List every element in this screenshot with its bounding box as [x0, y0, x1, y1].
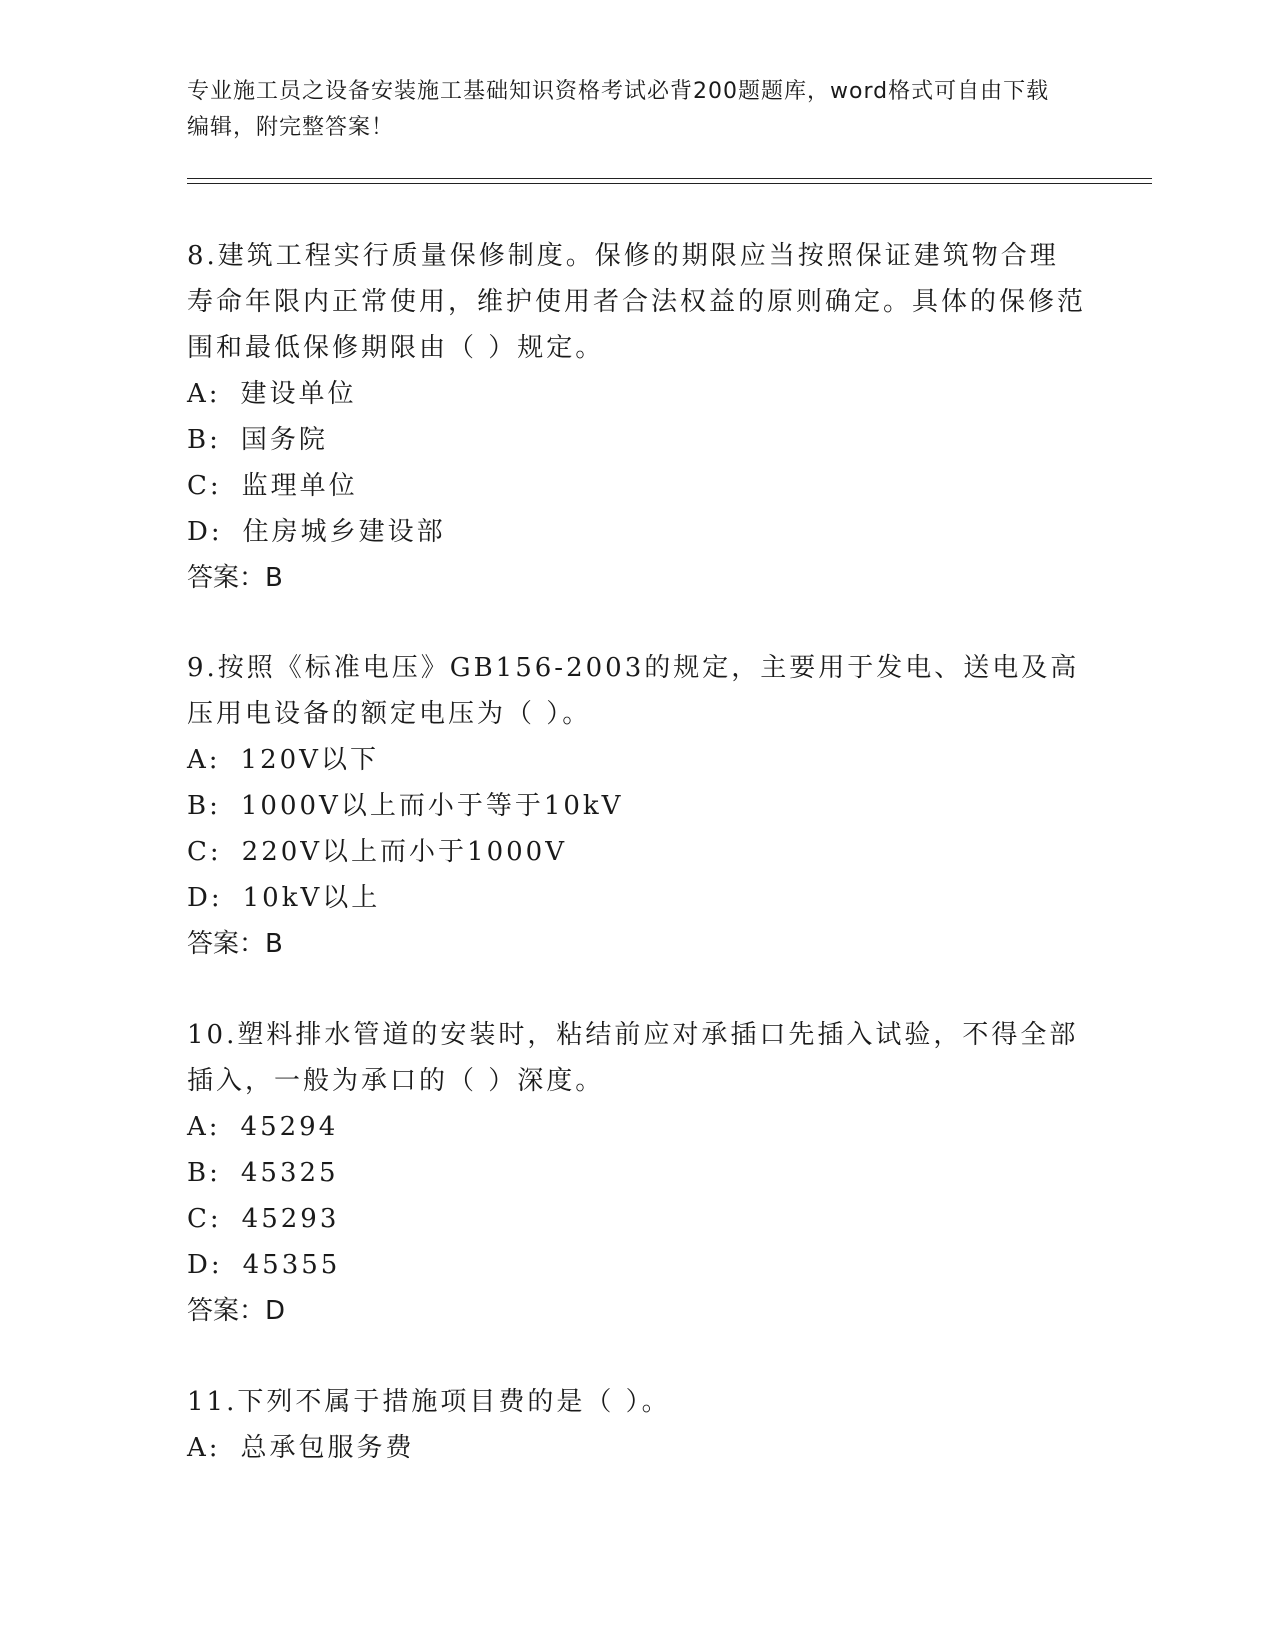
option-text: 建设单位	[240, 379, 357, 409]
option-d	[187, 875, 1087, 921]
option-b	[187, 783, 1087, 829]
option-a	[187, 737, 1087, 783]
option-letter: D:	[187, 883, 223, 913]
option-a	[187, 1104, 1087, 1150]
option-a	[187, 1425, 1087, 1471]
option-text: 220V以上而小于1000V	[241, 837, 568, 867]
option-letter: C:	[187, 1204, 222, 1234]
question-block	[187, 1379, 1087, 1471]
option-letter: C:	[187, 837, 222, 867]
option-text: 45293	[241, 1204, 340, 1234]
option-letter: A:	[187, 1112, 221, 1142]
option-letter: D:	[187, 517, 223, 547]
option-letter: A:	[187, 379, 221, 409]
question-block	[187, 233, 1087, 601]
option-text: 总承包服务费	[240, 1433, 415, 1463]
option-text: 监理单位	[241, 471, 358, 501]
option-b	[187, 417, 1087, 463]
option-text: 45325	[240, 1158, 339, 1188]
option-text: 45355	[242, 1250, 341, 1280]
option-text: 10kV以上	[242, 883, 381, 913]
option-letter: A:	[187, 745, 221, 775]
option-letter: D:	[187, 1250, 223, 1280]
option-letter: C:	[187, 471, 222, 501]
option-b	[187, 1150, 1087, 1196]
header-divider-bottom	[187, 183, 1152, 184]
option-text: 45294	[240, 1112, 339, 1142]
question-block	[187, 645, 1087, 967]
document-header-note: 专业施工员之设备安装施工基础知识资格考试必背200题题库，word格式可自由下载编辑，附完整答案！	[187, 79, 1050, 140]
option-c	[187, 829, 1087, 875]
option-a	[187, 371, 1087, 417]
header-divider-top	[187, 178, 1152, 179]
answer-line: 答案：D	[187, 1296, 286, 1326]
question-block	[187, 1012, 1087, 1334]
option-letter: B:	[187, 791, 221, 821]
option-c	[187, 1196, 1087, 1242]
option-letter: A:	[187, 1433, 221, 1463]
option-text: 120V以下	[240, 745, 379, 775]
question-stem: 8.建筑工程实行质量保修制度。保修的期限应当按照保证建筑物合理寿命年限内正常使用，维护使用者合法权益的原则确定。具体的保修范围和最低保修期限由（ ）规定。	[187, 241, 1087, 363]
answer-line: 答案：B	[187, 929, 283, 959]
option-text: 住房城乡建设部	[242, 517, 446, 547]
option-d	[187, 1242, 1087, 1288]
option-d	[187, 509, 1087, 555]
option-text: 国务院	[240, 425, 328, 455]
question-stem: 11.下列不属于措施项目费的是（ ）。	[187, 1387, 671, 1417]
option-letter: B:	[187, 1158, 221, 1188]
question-stem: 10.塑料排水管道的安装时，粘结前应对承插口先插入试验，不得全部插入，一般为承口的（ ）深度。	[187, 1020, 1079, 1096]
option-letter: B:	[187, 425, 221, 455]
option-text: 1000V以上而小于等于10kV	[240, 791, 624, 821]
question-stem: 9.按照《标准电压》GB156-2003的规定，主要用于发电、送电及高压用电设备的额定电压为（ ）。	[187, 653, 1080, 729]
option-c	[187, 463, 1087, 509]
answer-line: 答案：B	[187, 563, 283, 593]
